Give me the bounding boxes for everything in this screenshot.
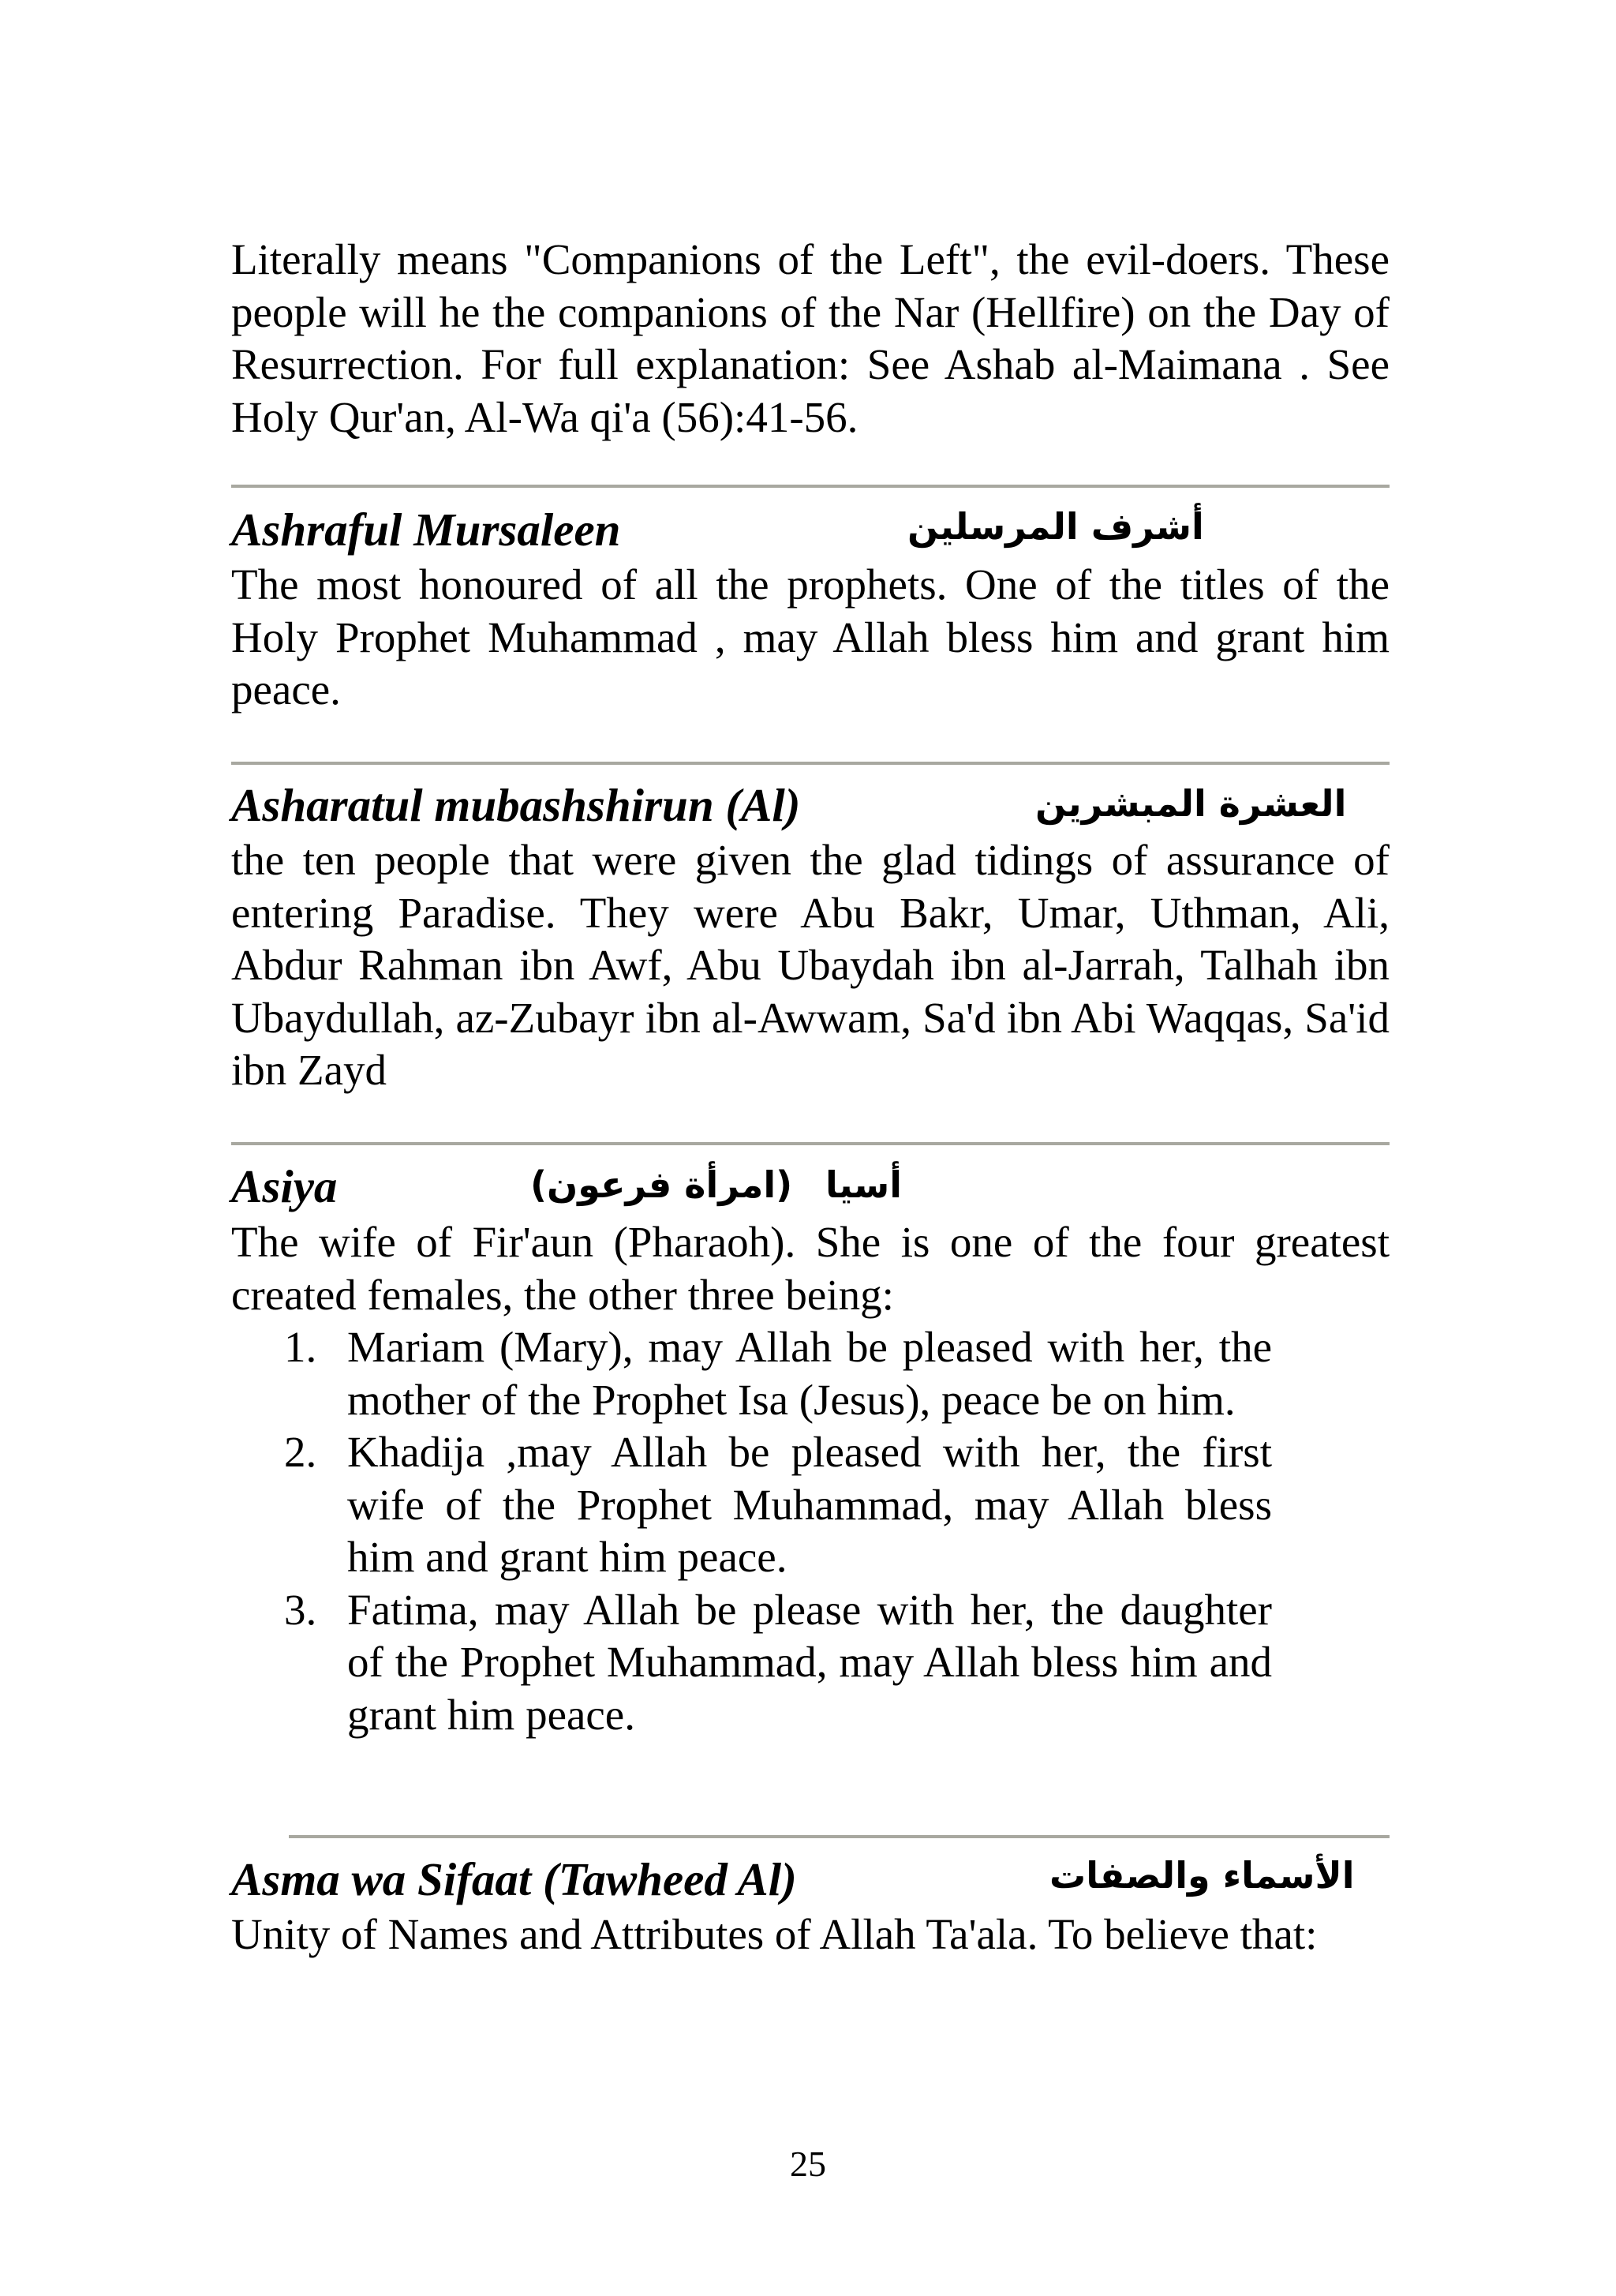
entry-definition-ashraful-mursaleen: The most honoured of all the prophets. One of the titles of the Holy Prophet Muhammad , may Allah bless him and grant him peace. <box>231 560 1390 714</box>
list-item-number: 2. <box>284 1428 317 1476</box>
entry-arabic-ashraful-mursaleen: أشرف المرسلين <box>907 505 1204 548</box>
entry-definition-asharatul-mubashshirun: the ten people that were given the glad tidings of assurance of entering Paradise. They were Abu Bakr, Umar, Uthman, Ali, Abdur Rahman ibn Awf, Abu Ubaydah ibn al-Jarrah, Talhah ibn Ubaydullah, az-Zubayr ibn al-Awwam, Sa'd ibn Abi Waqqas, Sa'id ibn Zayd <box>231 836 1390 1094</box>
list-item-number: 1. <box>284 1323 317 1371</box>
list-item <box>284 1426 1272 1584</box>
page-number: 25 <box>790 2144 826 2184</box>
list-item <box>284 1321 1272 1426</box>
asiya-greatest-females-list <box>284 1321 1272 1741</box>
entry-term-asiya: Asiya <box>231 1160 338 1212</box>
entry-term-asma-wa-sifaat: Asma wa Sifaat (Tawheed Al) <box>231 1853 797 1905</box>
section-divider <box>231 485 1390 488</box>
entry-arabic-asiya: أسيا <box>825 1163 903 1206</box>
entry-term-ashraful-mursaleen: Ashraful Mursaleen <box>231 504 621 556</box>
entry-arabic-note-asiya: (امرأة فرعون) <box>530 1163 793 1206</box>
intro-paragraph: Literally means "Companions of the Left", the evil-doers. These people will he the companions of the Nar (Hellfire) on the Day of Resurrection. For full explanation: See Ashab al-Maimana . See Holy Qur'an, Al-Wa qi'a (56):41-56. <box>231 235 1390 441</box>
entry-definition-asiya: The wife of Fir'aun (Pharaoh). She is one of the four greatest created females, the other three being: <box>231 1218 1390 1319</box>
entry-term-asharatul-mubashshirun: Asharatul mubashshirun (Al) <box>231 779 801 831</box>
entry-arabic-asma-wa-sifaat: الأسماء والصفات <box>1049 1854 1355 1897</box>
section-divider <box>289 1835 1390 1838</box>
list-item-text: Fatima, may Allah be please with her, the daughter of the Prophet Muhammad, may Allah bless him and grant him peace. <box>347 1585 1272 1739</box>
list-item-text: Khadija ,may Allah be pleased with her, the first wife of the Prophet Muhammad, may Allah bless him and grant him peace. <box>347 1428 1272 1581</box>
entry-definition-asma-wa-sifaat: Unity of Names and Attributes of Allah Ta'ala. To believe that: <box>231 1910 1318 1958</box>
section-divider <box>231 762 1390 765</box>
entry-arabic-asharatul-mubashshirun: العشرة المبشرين <box>1035 782 1347 825</box>
list-item-number: 3. <box>284 1585 317 1634</box>
section-divider <box>231 1142 1390 1145</box>
list-item <box>284 1584 1272 1742</box>
list-item-text: Mariam (Mary), may Allah be pleased with her, the mother of the Prophet Isa (Jesus), peace be on him. <box>347 1323 1272 1424</box>
